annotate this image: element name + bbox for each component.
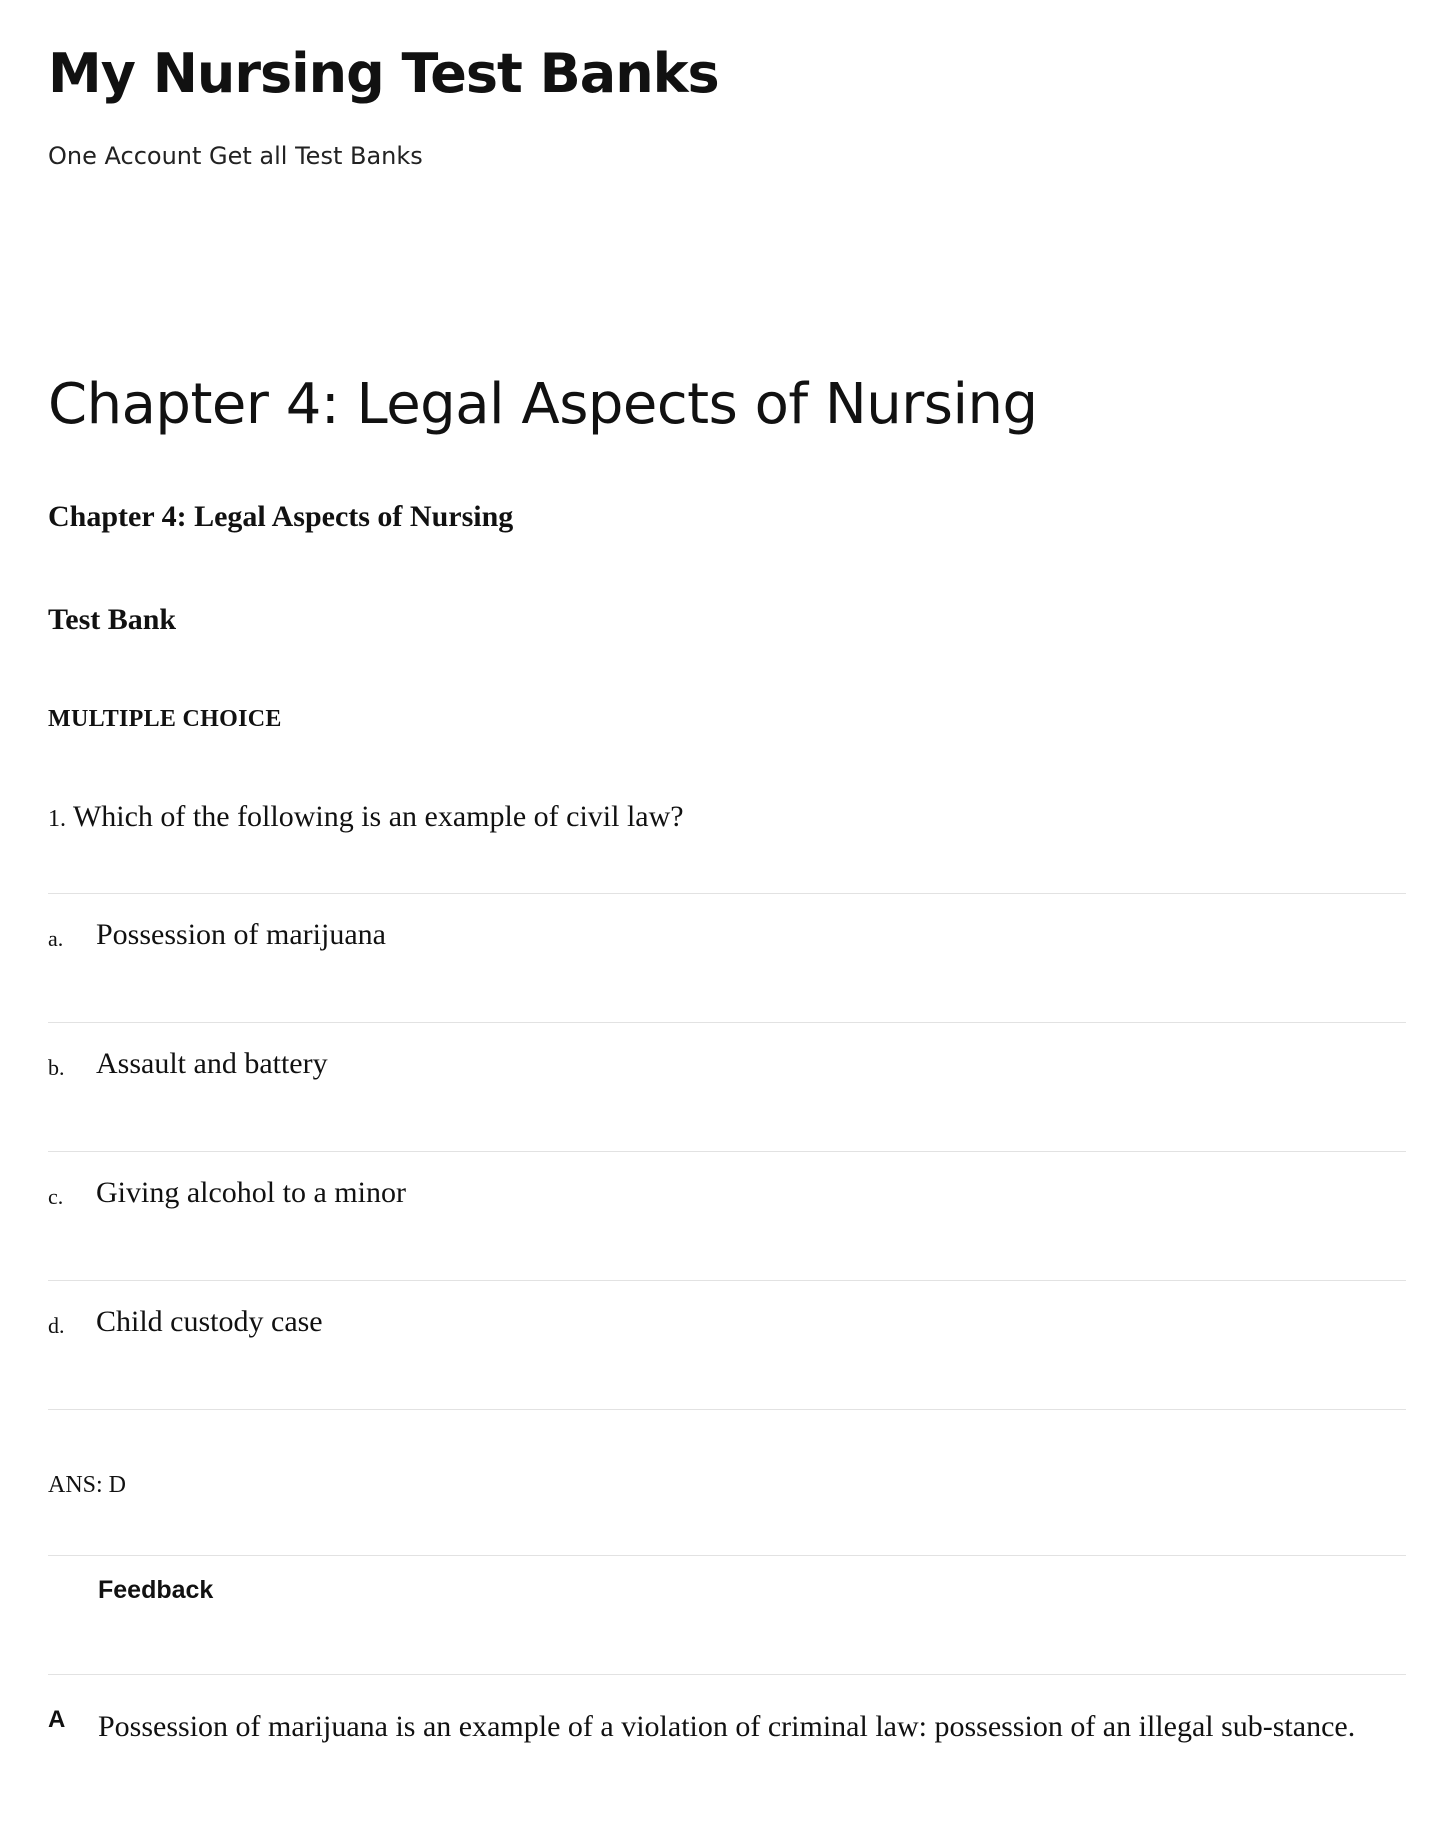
divider [48,1555,1406,1556]
option-text: Assault and battery [96,1047,328,1080]
option-letter: a. [48,926,64,951]
chapter-heading: Chapter 4: Legal Aspects of Nursing [48,500,514,533]
feedback-text: Possession of marijuana is an example of a violation of criminal law: possession of an illegal sub-stance. [98,1710,1356,1743]
divider [48,1674,1406,1675]
option-text: Possession of marijuana [96,918,386,951]
question-number: 1. [48,806,66,832]
option-text: Child custody case [96,1305,323,1338]
site-tagline: One Account Get all Test Banks [48,142,423,170]
answer-key: ANS: D [48,1472,127,1498]
feedback-letter: A [48,1706,66,1733]
option-text: Giving alcohol to a minor [96,1176,406,1209]
option-letter: c. [48,1184,64,1209]
page-title: Chapter 4: Legal Aspects of Nursing [48,372,1038,437]
divider [48,1280,1406,1281]
question-text [48,800,684,834]
section-heading: Test Bank [48,603,177,636]
divider [48,1022,1406,1023]
divider [48,1151,1406,1152]
site-title[interactable]: My Nursing Test Banks [48,42,719,105]
divider [48,1409,1406,1410]
feedback-heading: Feedback [98,1576,214,1604]
question-body: Which of the following is an example of civil law? [66,800,684,833]
divider [48,893,1406,894]
option-letter: b. [48,1055,65,1080]
question-type-heading: MULTIPLE CHOICE [48,706,282,732]
option-letter: d. [48,1313,65,1338]
